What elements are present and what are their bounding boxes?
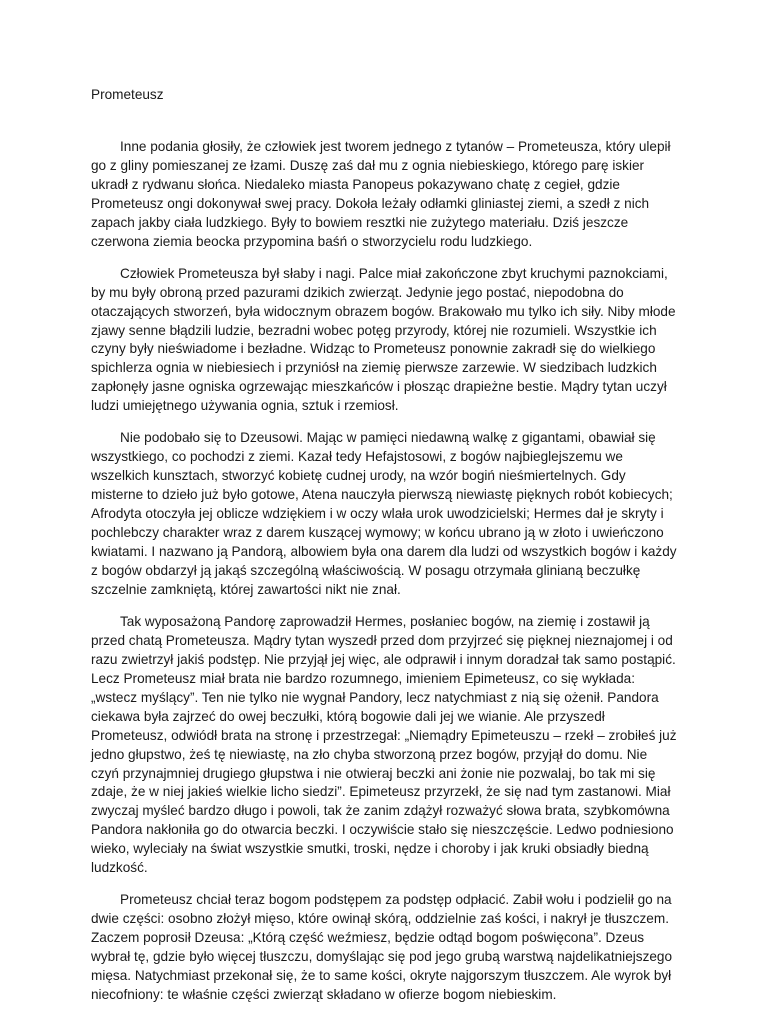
- paragraph-4: Tak wyposażoną Pandorę zaprowadził Hermes, posłaniec bogów, na ziemię i zostawił ją przed chatą Prometeusza. Mądry tytan wyszedł przed dom przyjrzeć się pięknej nieznajomej i od razu zwietrzył jakiś podstęp. Nie przyjął jej więc, ale odprawił i innym doradzał tak samo postąpić. Lecz Prometeusz miał brata nie bardzo rozumnego, imieniem Epimeteusz, co się wykłada: „wstecz myślący”. Ten nie tylko nie wygnał Pandory, lecz natychmiast z nią się ożenił. Pandora ciekawa była zajrzeć do owej beczułki, którą bogowie dali jej we wianie. Ale przyszedł Prometeusz, odwiódł brata na stronę i przestrzegał: „Niemądry Epimeteuszu – rzekł – zrobiłeś już jedno głupstwo, żeś tę niewiastę, na zło chyba stworzoną przez bogów, przyjął do domu. Nie czyń przynajmniej drugiego głupstwa i nie otwieraj beczki ani żonie nie pozwalaj, bo tak mi się zdaje, że w niej jakieś wielkie licho siedzi”. Epimeteusz przyrzekł, że się nad tym zastanowi. Miał zwyczaj myśleć bardzo długo i powoli, tak że zanim zdążył rozważyć słowa brata, szybkomówna Pandora nakłoniła go do otwarcia beczki. I oczywiście stało się nieszczęście. Ledwo podniesiono wieko, wyleciały na świat wszystkie smutki, troski, nędze i choroby i jak kruki obsiadły biedną ludzkość.: [91, 613, 677, 876]
- paragraph-5: Prometeusz chciał teraz bogom podstępem za podstęp odpłacić. Zabił wołu i podzielił go na dwie części: osobno złożył mięso, które owinął skórą, oddzielnie zaś kości, i nakrył je tłuszczem. Zaczem poprosił Dzeusa: „Którą część weźmiesz, będzie odtąd bogom poświęcona”. Dzeus wybrał tę, gdzie było więcej tłuszczu, domyślając się pod jego grubą warstwą najdelikatniejszego mięsa. Natychmiast przekonał się, że to same kości, okryte najgorszym tłuszczem. Ale wyrok był niecofniony: te właśnie części zwierząt składano w ofierze bogom niebieskim.: [91, 892, 673, 1002]
- paragraph-2: Człowiek Prometeusza był słaby i nagi. Palce miał zakończone zbyt kruchymi paznokciami, by mu były obroną przed pazurami dzikich zwierząt. Jedynie jego postać, niepodobna do otaczających stworzeń, była widocznym obrazem bogów. Brakowało mu tylko ich siły. Niby młode zjawy senne błądzili ludzie, bezradni wobec potęg przyrody, której nie rozumieli. Wszystkie ich czyny były nieświadome i bezładne. Widząc to Prometeusz ponownie zakradł się do wielkiego spichlerza ognia w niebiesiech i przyniósł na ziemię pierwsze zarzewie. W siedzibach ludzkich zapłonęły jasne ogniska ogrzewając mieszkańców i płosząc drapieżne bestie. Mądry tytan uczył ludzi umiejętnego używania ognia, sztuk i rzemiosł.: [91, 265, 676, 414]
- paragraph-3: Nie podobało się to Dzeusowi. Mając w pamięci niedawną walkę z gigantami, obawiał się wszystkiego, co pochodzi z ziemi. Kazał tedy Hefajstosowi, z bogów najbieglejszemu we wszelkich kunsztach, stworzyć kobietę cudnej urody, na wzór bogiń nieśmiertelnych. Gdy misterne to dzieło już było gotowe, Atena nauczyła pierwszą niewiastę pięknych robót kobiecych; Afrodyta otoczyła jej oblicze wdziękiem i w oczy wlała urok uwodzicielski; Hermes dał je skryty i pochlebczy charakter wraz z darem kuszącej wymowy; w końcu ubrano ją w złoto i uwieńczono kwiatami. I nazwano ją Pandorą, albowiem była ona darem dla ludzi od wszystkich bogów i każdy z bogów obdarzył ją jakąś szczególną właściwością. W posagu otrzymała glinianą beczułkę szczelnie zamkniętą, której zawartości nikt nie znał.: [91, 430, 677, 597]
- paragraph-1: Inne podania głosiły, że człowiek jest tworem jednego z tytanów – Prometeusza, który ulepił go z gliny pomieszanej ze łzami. Duszę zaś dał mu z ognia niebieskiego, którego parę iskier ukradł z rydwanu słońca. Niedaleko miasta Panopeus pokazywano chatę z cegieł, gdzie Prometeusz ongi dokonywał swej pracy. Dokoła leżały odłamki gliniastej ziemi, a szedł z nich zapach jakby ciała ludzkiego. Były to bowiem resztki nie zużytego materiału. Dziś jeszcze czerwona ziemia beocka przypomina baśń o stworzycielu rodu ludzkiego.: [91, 138, 671, 249]
- document-title: Prometeusz: [91, 87, 164, 102]
- document-page: [91, 86, 677, 1018]
